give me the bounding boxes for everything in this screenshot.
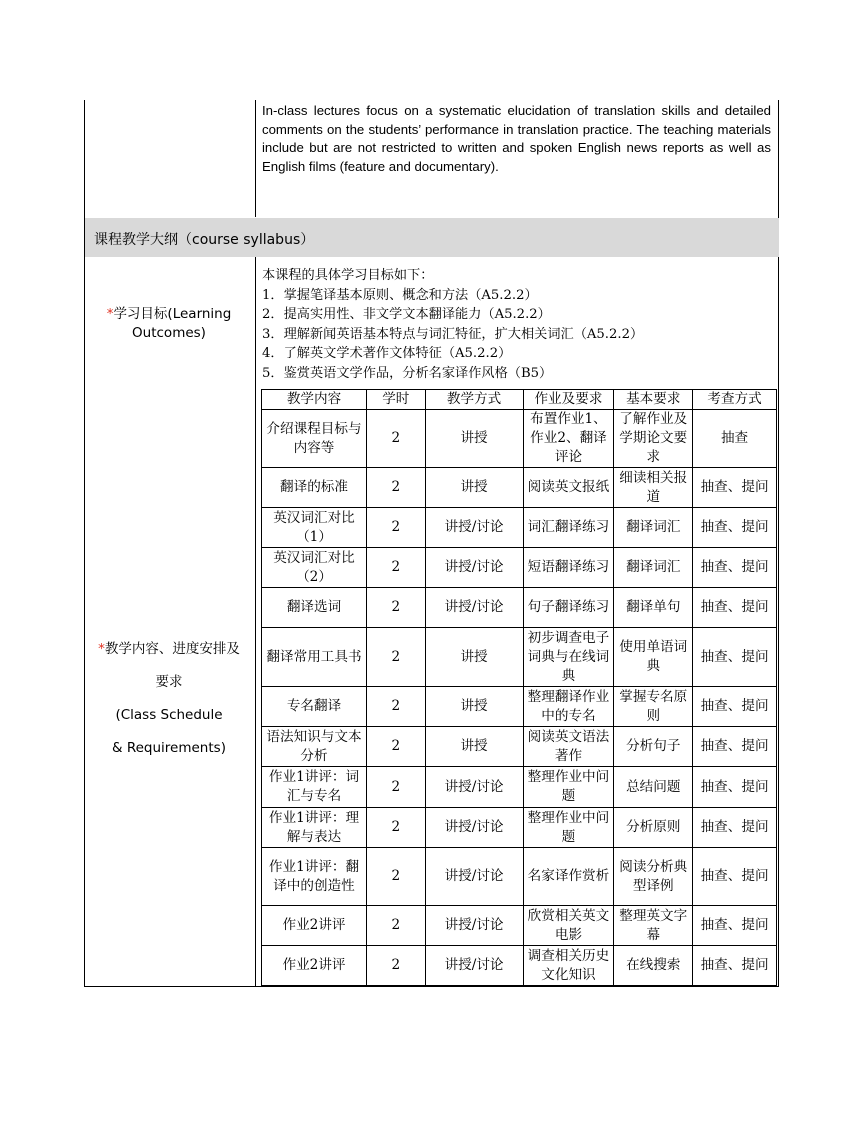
- cell-content: 作业2讲评: [262, 906, 367, 946]
- cell-assessment: 抽查、提问: [693, 808, 777, 848]
- cell-content: 英汉词汇对比（2）: [262, 548, 367, 588]
- section-title: 课程教学大纲（course syllabus）: [94, 232, 315, 248]
- cell-hours: 2: [367, 767, 426, 808]
- table-row: [262, 588, 777, 628]
- cell-requirement: 了解作业及学期论文要求: [614, 410, 693, 468]
- cell-assessment: 抽查: [693, 410, 777, 468]
- cell-content: 英汉词汇对比（1）: [262, 508, 367, 548]
- cell-assignment: 整理作业中问题: [523, 808, 614, 848]
- cell-hours: 2: [367, 687, 426, 727]
- cell-assignment: 初步调查电子词典与在线词典: [523, 628, 614, 687]
- syllabus-document: [84, 100, 779, 987]
- objective-item: 1．掌握笔译基本原则、概念和方法（A5.2.2）: [262, 287, 538, 303]
- cell-assessment: 抽查、提问: [693, 687, 777, 727]
- cell-method: 讲授/讨论: [425, 906, 523, 946]
- cell-assessment: 抽查、提问: [693, 848, 777, 906]
- cell-assignment: 欣赏相关英文电影: [523, 906, 614, 946]
- frame-column-divider-lower: [255, 257, 256, 987]
- cell-hours: 2: [367, 906, 426, 946]
- cell-requirement: 翻译单句: [614, 588, 693, 628]
- cell-method: 讲授/讨论: [425, 767, 523, 808]
- cell-hours: 2: [367, 508, 426, 548]
- learning-outcomes-label-line2: Outcomes): [132, 325, 206, 341]
- cell-content: 作业2讲评: [262, 946, 367, 986]
- cell-content: 翻译选词: [262, 588, 367, 628]
- cell-hours: 2: [367, 548, 426, 588]
- table-row: [262, 508, 777, 548]
- cell-assignment: 调查相关历史文化知识: [523, 946, 614, 986]
- frame-bottom-border: [84, 986, 779, 987]
- col-header-assessment: 考查方式: [693, 390, 777, 410]
- cell-method: 讲授: [425, 727, 523, 767]
- table-row: [262, 848, 777, 906]
- cell-requirement: 在线搜索: [614, 946, 693, 986]
- cell-hours: 2: [367, 727, 426, 767]
- cell-assessment: 抽查、提问: [693, 588, 777, 628]
- cell-method: 讲授: [425, 628, 523, 687]
- learning-outcomes-label: [84, 305, 254, 343]
- cell-assessment: 抽查、提问: [693, 906, 777, 946]
- cell-requirement: 翻译词汇: [614, 508, 693, 548]
- required-star: *: [98, 641, 105, 657]
- cell-content: 介绍课程目标与内容等: [262, 410, 367, 468]
- schedule-label: [84, 633, 254, 765]
- cell-assignment: 短语翻译练习: [523, 548, 614, 588]
- cell-assignment: 阅读英文语法著作: [523, 727, 614, 767]
- required-star: *: [106, 306, 114, 322]
- schedule-label-line4: & Requirements): [112, 740, 226, 756]
- table-row: [262, 808, 777, 848]
- table-row: [262, 727, 777, 767]
- intro-paragraph: In-class lectures focus on a systematic elucidation of translation skills and detailed comments on the students’ performance in translation practice. The teaching materials include but are not restricted to written and spoken English news reports as well as English films (feature and documentary).: [262, 103, 771, 174]
- cell-assessment: 抽查、提问: [693, 508, 777, 548]
- cell-method: 讲授/讨论: [425, 848, 523, 906]
- table-row: [262, 548, 777, 588]
- schedule-label-line1: 教学内容、进度安排及: [104, 641, 240, 657]
- cell-content: 翻译的标准: [262, 468, 367, 508]
- cell-assessment: 抽查、提问: [693, 548, 777, 588]
- col-header-assignment: 作业及要求: [523, 390, 614, 410]
- cell-content: 作业1讲评：词汇与专名: [262, 767, 367, 808]
- cell-method: 讲授: [425, 687, 523, 727]
- cell-assessment: 抽查、提问: [693, 628, 777, 687]
- cell-hours: 2: [367, 468, 426, 508]
- table-row: [262, 906, 777, 946]
- cell-content: 翻译常用工具书: [262, 628, 367, 687]
- cell-requirement: 整理英文字幕: [614, 906, 693, 946]
- col-header-content: 教学内容: [262, 390, 367, 410]
- cell-method: 讲授/讨论: [425, 548, 523, 588]
- cell-method: 讲授/讨论: [425, 588, 523, 628]
- cell-hours: 2: [367, 848, 426, 906]
- schedule-label-line2: 要求: [155, 674, 183, 690]
- cell-method: 讲授/讨论: [425, 508, 523, 548]
- objective-item: 3．理解新闻英语基本特点与词汇特征，扩大相关词汇（A5.2.2）: [262, 326, 644, 342]
- cell-hours: 2: [367, 808, 426, 848]
- cell-content: 专名翻译: [262, 687, 367, 727]
- cell-hours: 2: [367, 410, 426, 468]
- cell-requirement: 翻译词汇: [614, 548, 693, 588]
- cell-content: 作业1讲评：翻译中的创造性: [262, 848, 367, 906]
- cell-method: 讲授: [425, 410, 523, 468]
- table-row: [262, 767, 777, 808]
- table-row: [262, 946, 777, 986]
- cell-assignment: 阅读英文报纸: [523, 468, 614, 508]
- cell-assessment: 抽查、提问: [693, 767, 777, 808]
- cell-content: 作业1讲评：理解与表达: [262, 808, 367, 848]
- cell-assignment: 整理翻译作业中的专名: [523, 687, 614, 727]
- cell-requirement: 掌握专名原则: [614, 687, 693, 727]
- table-row: [262, 410, 777, 468]
- learning-outcomes-label-line1: 学习目标(Learning: [113, 306, 232, 322]
- cell-hours: 2: [367, 946, 426, 986]
- cell-hours: 2: [367, 588, 426, 628]
- objective-item: 2．提高实用性、非文学文本翻译能力（A5.2.2）: [262, 307, 551, 322]
- cell-requirement: 细读相关报道: [614, 468, 693, 508]
- table-row: [262, 628, 777, 687]
- cell-requirement: 总结问题: [614, 767, 693, 808]
- cell-hours: 2: [367, 628, 426, 687]
- objective-item: 4．了解英文学术著作文体特征（A5.2.2）: [262, 346, 512, 361]
- cell-requirement: 阅读分析典型译例: [614, 848, 693, 906]
- schedule-label-line3: (Class Schedule: [115, 707, 223, 723]
- frame-column-divider: [255, 100, 256, 217]
- cell-method: 讲授: [425, 468, 523, 508]
- cell-method: 讲授/讨论: [425, 946, 523, 986]
- objective-item: 5．鉴赏英语文学作品，分析名家译作风格（B5）: [262, 365, 553, 381]
- cell-assignment: 词汇翻译练习: [523, 508, 614, 548]
- table-row: [262, 687, 777, 727]
- table-header-row: [262, 390, 777, 410]
- col-header-hours: 学时: [367, 390, 426, 410]
- cell-requirement: 分析句子: [614, 727, 693, 767]
- col-header-requirement: 基本要求: [614, 390, 693, 410]
- cell-assignment: 布置作业1、作业2、翻译评论: [523, 410, 614, 468]
- schedule-table: [261, 389, 777, 986]
- cell-assessment: 抽查、提问: [693, 946, 777, 986]
- cell-requirement: 分析原则: [614, 808, 693, 848]
- cell-content: 语法知识与文本分析: [262, 727, 367, 767]
- cell-requirement: 使用单语词典: [614, 628, 693, 687]
- col-header-method: 教学方式: [425, 390, 523, 410]
- table-row: [262, 468, 777, 508]
- cell-method: 讲授/讨论: [425, 808, 523, 848]
- cell-assessment: 抽查、提问: [693, 727, 777, 767]
- cell-assessment: 抽查、提问: [693, 468, 777, 508]
- cell-assignment: 句子翻译练习: [523, 588, 614, 628]
- objectives-intro: 本课程的具体学习目标如下：: [262, 268, 434, 283]
- cell-assignment: 整理作业中问题: [523, 767, 614, 808]
- cell-assignment: 名家译作赏析: [523, 848, 614, 906]
- section-header-band: [85, 218, 779, 257]
- objectives-list: [262, 266, 777, 383]
